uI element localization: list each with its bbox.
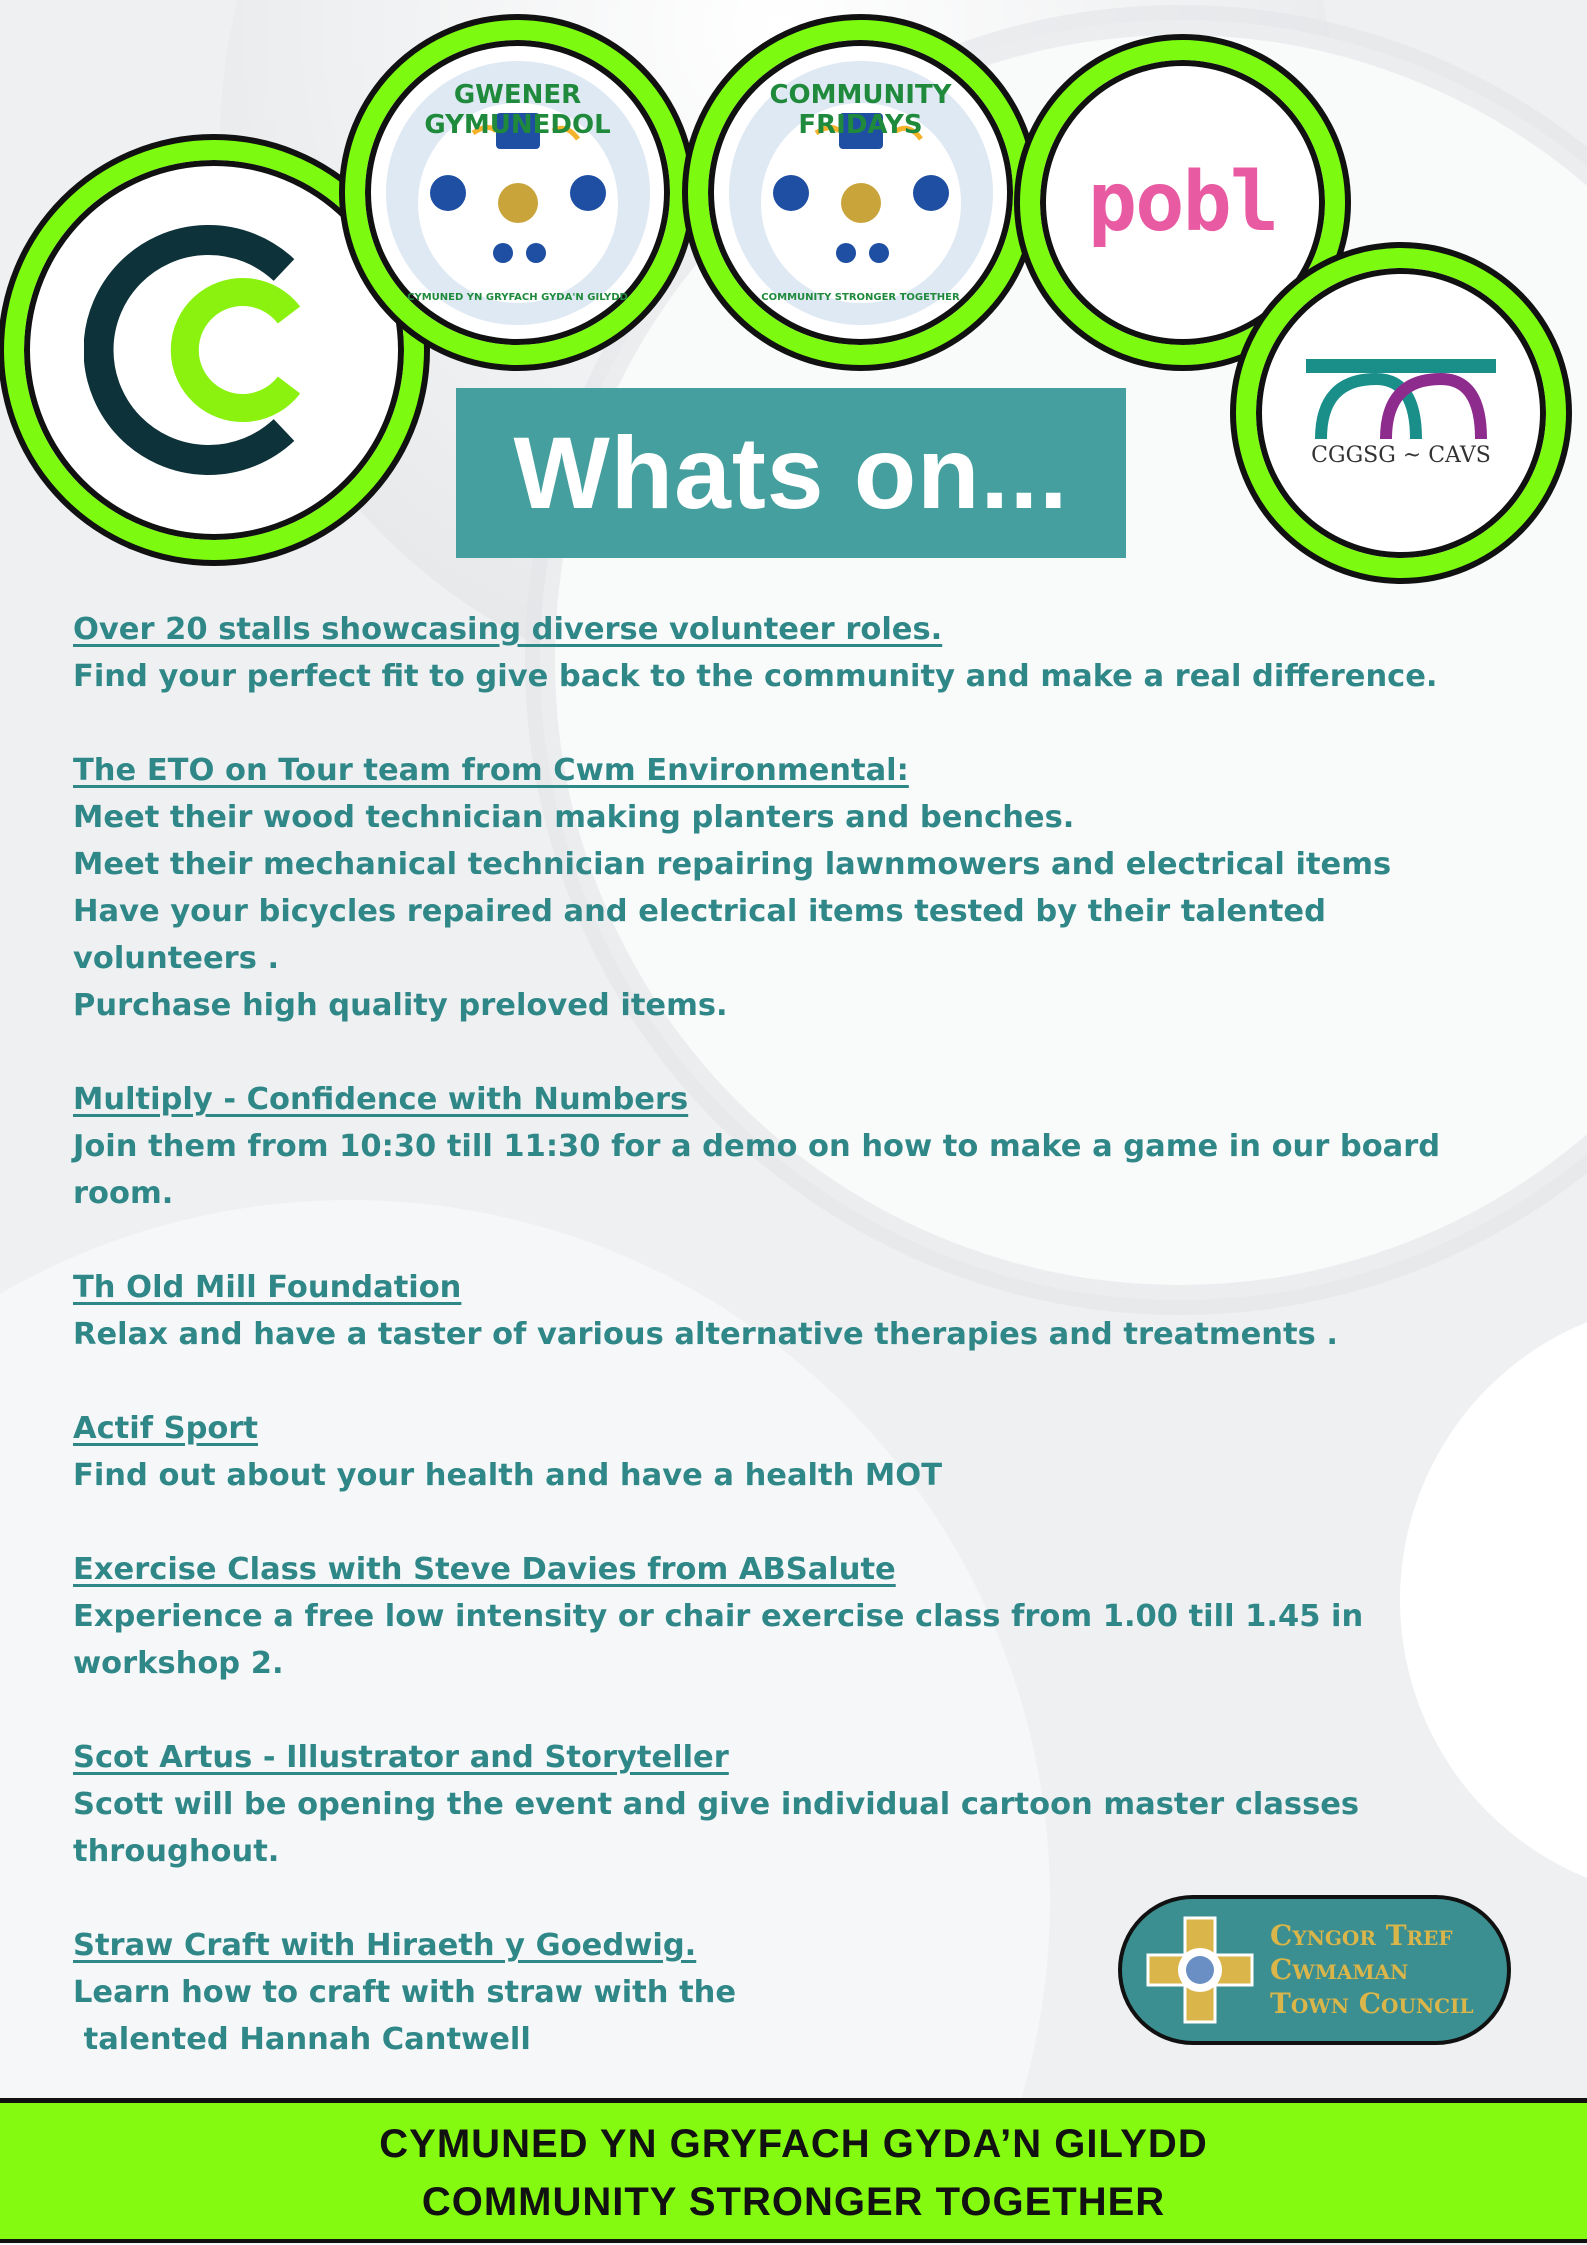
section-heading: Over 20 stalls showcasing diverse volunteer roles. [73,612,943,647]
section-line: Scott will be opening the event and give individual cartoon master classes [73,1787,1360,1822]
section-line: room. [73,1176,174,1211]
section-line: Meet their mechanical technician repairing lawnmowers and electrical items [73,847,1392,882]
section-actif-sport [73,1405,1513,1499]
section-heading: Scot Artus - Illustrator and Storyteller [73,1740,729,1775]
section-exercise-class [73,1546,1513,1687]
footer-english-tagline: COMMUNITY STRONGER TOGETHER [421,2180,1166,2224]
badge-ring-text: GWENER GYMUNEDOL [424,80,611,140]
footer-banner [0,2098,1587,2243]
cavs-logo [1236,248,1566,578]
section-line: Have your bicycles repaired and electrical items tested by their talented [73,894,1326,929]
section-volunteer-stalls [73,606,1513,700]
section-line: talented Hannah Cantwell [73,2022,531,2057]
council-crest-icon [1140,1910,1260,2030]
section-line: volunteers . [73,941,280,976]
section-old-mill [73,1264,1513,1358]
pobl-logo-text: pobl [1087,155,1278,250]
section-heading: Exercise Class with Steve Davies from ABSalute [73,1552,896,1587]
badge-ring-text: COMMUNITY FRIDAYS [769,80,952,140]
section-line: Meet their wood technician making planters and benches. [73,800,1075,835]
section-line: Purchase high quality preloved items. [73,988,728,1023]
section-line: Join them from 10:30 till 11:30 for a demo on how to make a game in our board [73,1129,1441,1164]
section-line: Learn how to craft with straw with the [73,1975,737,2010]
section-scot-artus [73,1734,1513,1875]
section-heading: Straw Craft with Hiraeth y Goedwig. [73,1928,697,1963]
page-title: Whats on... [513,415,1069,530]
community-fridays-badge [688,20,1033,365]
council-line: Town Council [1270,1987,1474,2020]
section-line: Experience a free low intensity or chair exercise class from 1.00 till 1.45 in [73,1599,1364,1634]
section-multiply [73,1076,1513,1217]
cc-logo-icon [84,220,344,480]
section-heading: Th Old Mill Foundation [73,1270,462,1305]
badge-bottom-text: CYMUNED YN GRYFACH GYDA'N GILYDD [407,292,628,303]
section-heading: Multiply - Confidence with Numbers [73,1082,689,1117]
section-eto-on-tour [73,747,1513,1029]
gwener-gymunedol-badge [345,20,690,365]
cavs-text: CGGSG ~ CAVS [1311,442,1491,468]
badge-bottom-text: COMMUNITY STRONGER TOGETHER [761,292,960,303]
section-line: throughout. [73,1834,280,1869]
council-line: Cwmaman [1270,1953,1409,1986]
council-name [1270,1919,1474,2021]
title-banner [456,388,1126,558]
section-line: workshop 2. [73,1646,284,1681]
town-council-logo [1118,1895,1511,2045]
section-heading: Actif Sport [73,1411,258,1446]
event-list [73,606,1513,2110]
section-line: Find out about your health and have a health MOT [73,1458,943,1493]
bridge-icon [1306,359,1496,439]
section-line: Find your perfect fit to give back to the community and make a real difference. [73,659,1438,694]
council-line: Cyngor Tref [1270,1919,1453,1952]
section-heading: The ETO on Tour team from Cwm Environmental: [73,753,909,788]
footer-welsh-tagline: CYMUNED YN GRYFACH GYDA’N GILYDD [379,2122,1208,2166]
section-line: Relax and have a taster of various alternative therapies and treatments . [73,1317,1338,1352]
